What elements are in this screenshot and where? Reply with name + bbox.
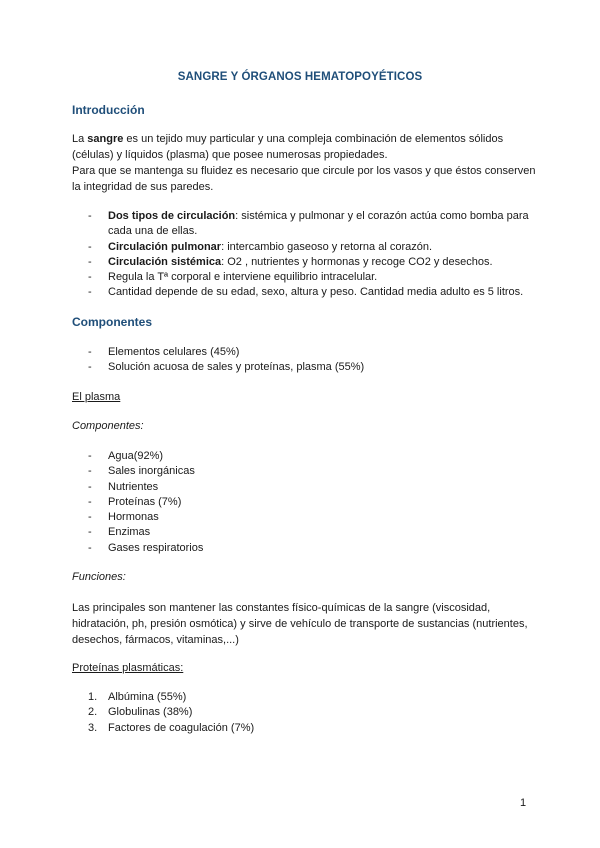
list-item: - Regula la Tª corporal e interviene equilibrio intracelular. [88,271,378,284]
list-item: - Circulación sistémica: O2 , nutrientes y hormonas y recoge CO2 y desechos. [88,255,493,268]
list-item: - Circulación pulmonar: intercambio gaseoso y retorna al corazón. [88,240,433,253]
list-item: 1. Albúmina (55%) [88,691,187,703]
document-title: SANGRE Y ÓRGANOS HEMATOPOYÉTICOS [177,71,423,83]
list-item: - Nutrientes [88,480,159,493]
list-item: 3. Factores de coagulación (7%) [88,721,255,734]
list-item: - Gases respiratorios [88,541,204,554]
intro-heading: Introducción [72,103,145,117]
intro-p1: La sangre es un tejido muy particular y una compleja combinación de elementos sólidos (células) y líquidos (plasma) que posee numerosas propiedades. [72,133,504,161]
page-number: 1 [520,797,527,809]
list-item: - Elementos celulares (45%) [88,346,240,358]
componentes-heading: Componentes [72,315,153,329]
proteinas-heading: Proteínas plasmáticas: [72,662,184,674]
list-item: - Proteínas (7%) [88,495,182,508]
intro-bullet-list [88,209,548,301]
proteinas-list [88,690,548,736]
plasma-funciones-label: Funciones: [72,571,126,583]
plasma-heading: El plasma [72,391,121,403]
intro-paragraph [72,131,542,195]
list-item: - Dos tipos de circulación: sistémica y pulmonar y el corazón actúa como bomba para cada una de ellas. [88,210,529,238]
list-item: - Hormonas [88,511,159,524]
list-item: - Agua(92%) [88,450,164,462]
list-item: 2. Globulinas (38%) [88,706,193,719]
plasma-componentes-label: Componentes: [72,420,144,432]
list-item: - Enzimas [88,526,151,539]
list-item: - Cantidad depende de su edad, sexo, altura y peso. Cantidad media adulto es 5 litros. [88,286,524,299]
plasma-componentes-list [88,449,548,556]
plasma-funciones-text: Las principales son mantener las constantes físico-químicas de la sangre (viscosidad, hidratación, ph, presión osmótica) y sirve de vehículo de transporte de sustancias (nutrientes, desechos, fármacos, vitaminas,...) [72,602,528,646]
list-item: - Solución acuosa de sales y proteínas, plasma (55%) [88,361,365,374]
list-item: - Sales inorgánicas [88,465,195,478]
componentes-list [88,345,548,376]
intro-p2: Para que se mantenga su fluidez es necesario que circule por los vasos y que éstos conserven la integridad de sus paredes. [72,165,536,193]
sangre-bold: sangre [87,133,124,145]
